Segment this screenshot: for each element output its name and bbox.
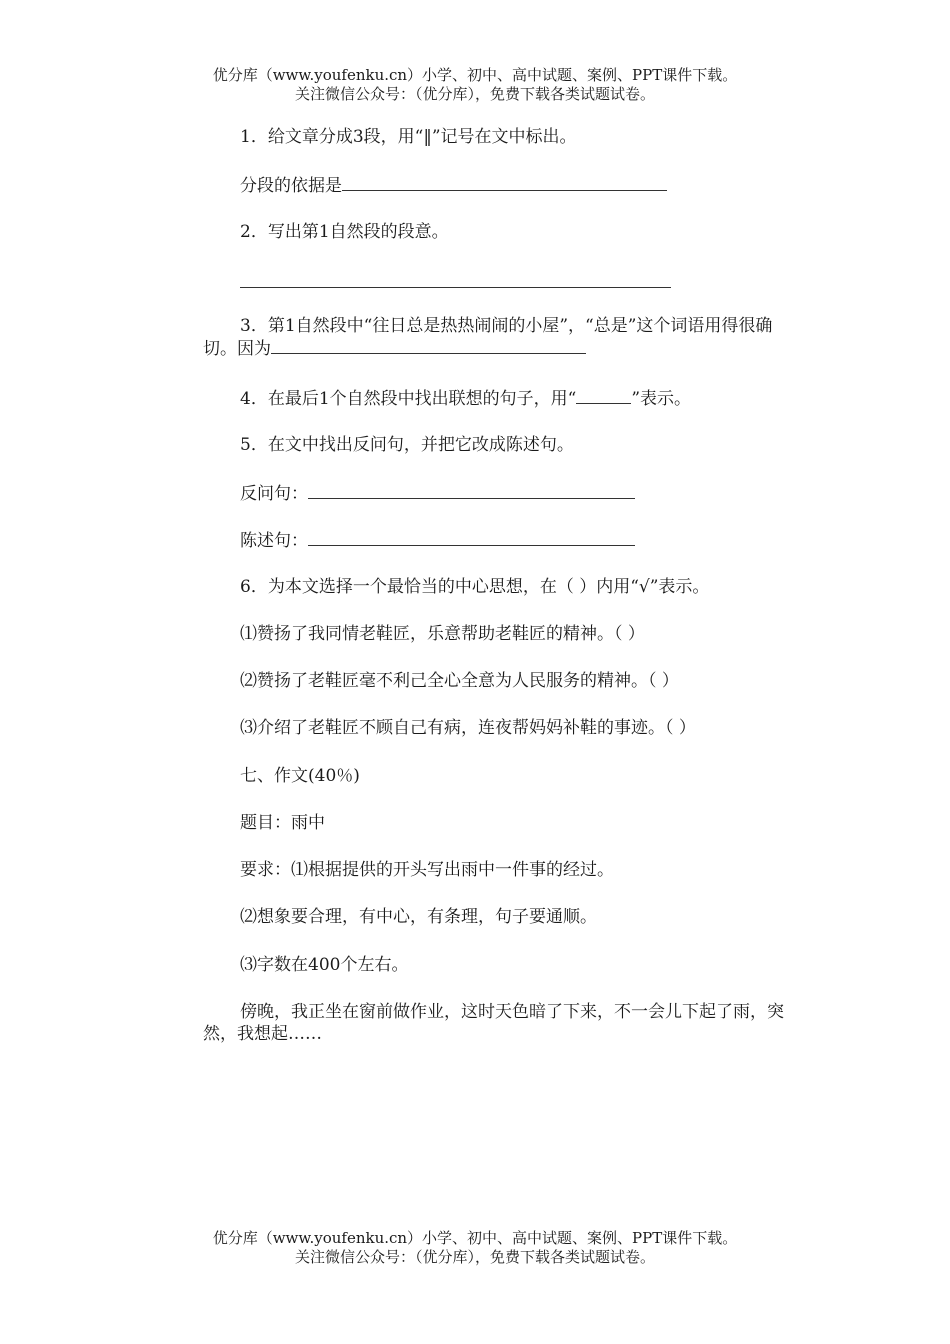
rhetorical-label: 反问句：: [240, 484, 308, 504]
page-header: [0, 66, 950, 104]
page-footer: [0, 1229, 950, 1267]
composition-requirement-2: ⑵想象要合理，有中心，有条理，句子要通顺。: [240, 907, 597, 927]
question-6: 6．为本文选择一个最恰当的中心思想，在（ ）内用“√”表示。: [240, 577, 710, 597]
question-4: [240, 387, 691, 410]
header-line-2: 关注微信公众号：（优分库），免费下载各类试题试卷。: [294, 85, 655, 103]
question-6-option-2[interactable]: ⑵赞扬了老鞋匠毫不利己全心全意为人民服务的精神。（ ）: [240, 671, 679, 691]
underline-symbol: [576, 387, 631, 404]
question-2: 2．写出第1自然段的段意。: [240, 222, 449, 242]
question-5-declarative: [240, 529, 635, 552]
footer-line-2: 关注微信公众号：（优分库），免费下载各类试题试卷。: [294, 1248, 655, 1266]
header-line-1: 优分库（www.youfenku.cn）小学、初中、高中试题、案例、PPT课件下载。: [212, 66, 738, 84]
question-5: 5．在文中找出反问句，并把它改成陈述句。: [240, 435, 574, 455]
basis-label: 分段的依据是: [240, 176, 342, 196]
question-4-prefix: 4．在最后1个自然段中找出联想的句子，用“: [240, 389, 577, 409]
composition-topic: 题目：雨中: [240, 813, 325, 833]
composition-requirement-3: ⑶字数在400个左右。: [240, 955, 409, 975]
question-3: [203, 315, 803, 360]
question-1-basis: [240, 174, 667, 197]
basis-answer-blank[interactable]: [342, 174, 667, 191]
question-3-answer-blank[interactable]: [271, 337, 586, 354]
composition-title: 七、作文(40％): [240, 766, 360, 786]
question-3-text: 3．第1自然段中“往日总是热热闹闹的小屋”，“总是”这个词语用得很确切。因为: [203, 316, 773, 359]
declarative-label: 陈述句：: [240, 531, 308, 551]
composition-opening: 傍晚，我正坐在窗前做作业，这时天色暗了下来，不一会儿下起了雨，突然，我想起……: [203, 1002, 784, 1044]
question-4-suffix: ”表示。: [631, 389, 692, 409]
question-6-option-1[interactable]: ⑴赞扬了我同情老鞋匠，乐意帮助老鞋匠的精神。（ ）: [240, 624, 645, 644]
question-5-rhetorical: [240, 482, 635, 505]
question-6-option-3[interactable]: ⑶介绍了老鞋匠不顾自己有病，连夜帮妈妈补鞋的事迹。（ ）: [240, 718, 696, 738]
declarative-answer-blank[interactable]: [308, 529, 635, 546]
question-2-answer-blank[interactable]: [240, 287, 671, 288]
composition-requirement-1: 要求：⑴根据提供的开头写出雨中一件事的经过。: [240, 860, 614, 880]
question-1: 1．给文章分成3段，用“‖”记号在文中标出。: [240, 127, 577, 147]
rhetorical-answer-blank[interactable]: [308, 482, 635, 499]
footer-line-1: 优分库（www.youfenku.cn）小学、初中、高中试题、案例、PPT课件下载。: [212, 1229, 738, 1247]
